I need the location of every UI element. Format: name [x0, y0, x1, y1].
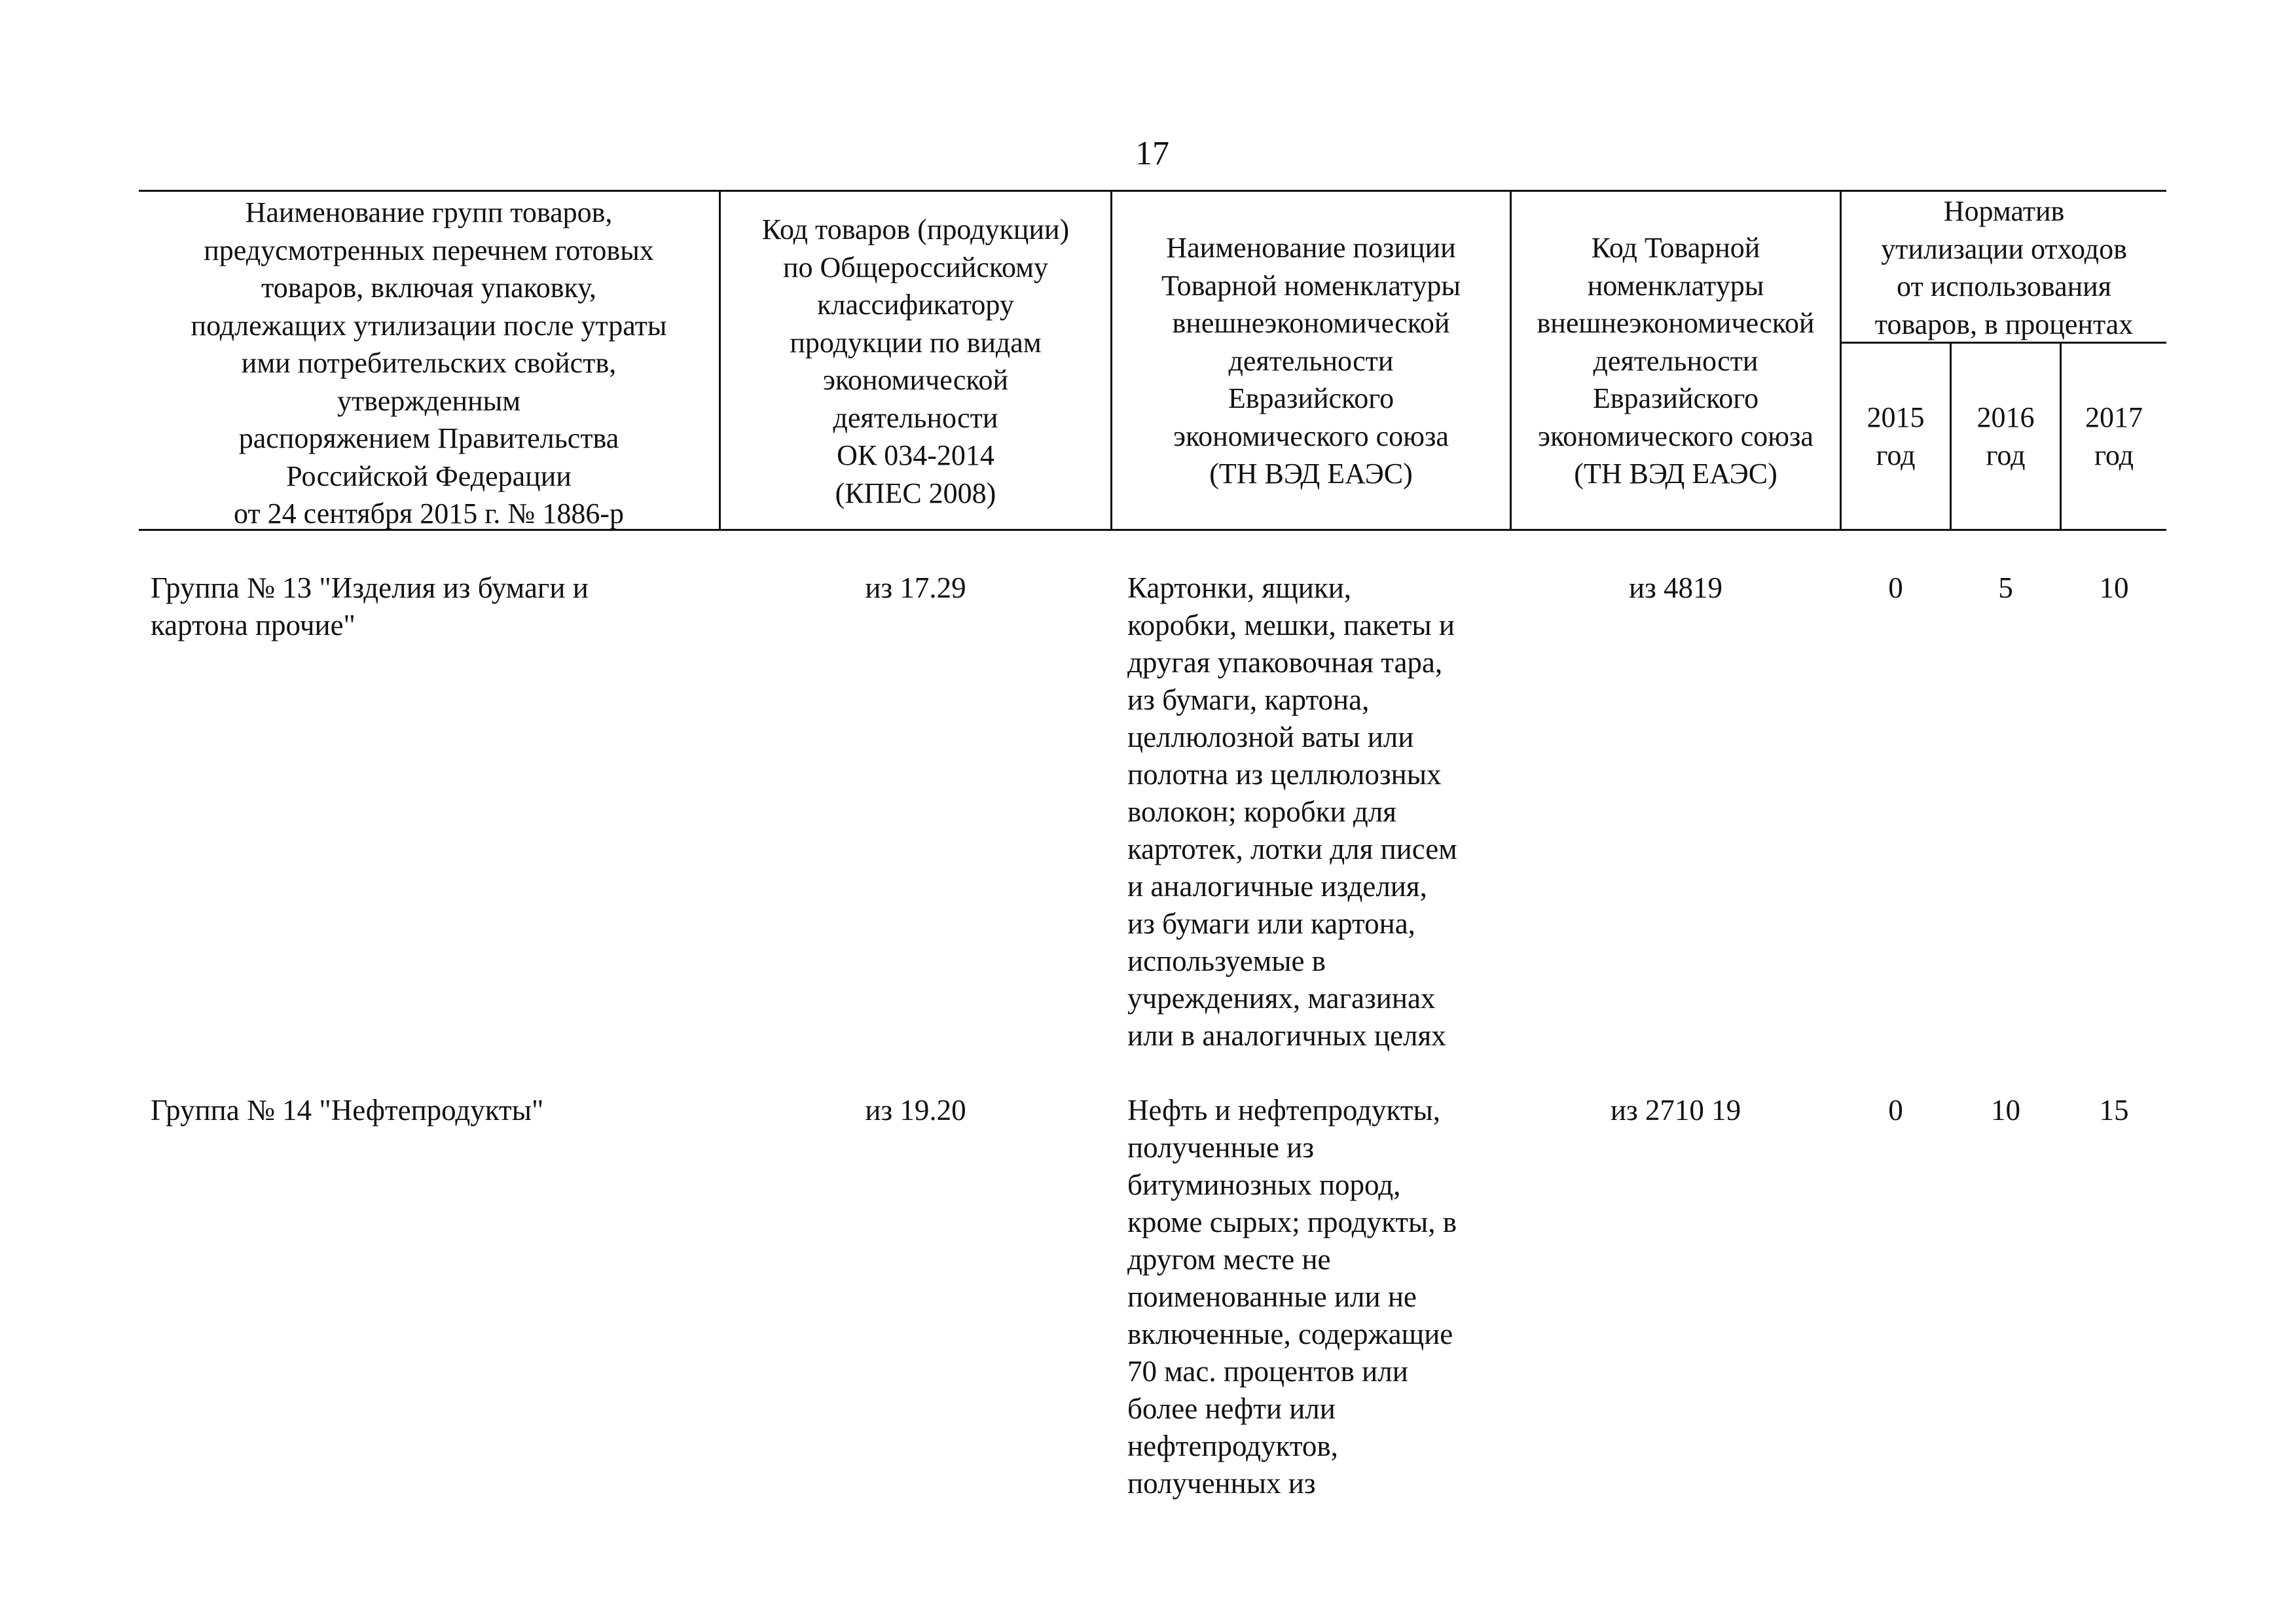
- row-position-name: Нефть и нефтепродукты, полученные из битуминозных пород, кроме сырых; продукты, в другом месте не поименованные или не включенные, содержащие 70 мас. процентов или более нефти или нефтепродуктов, полученных из: [1127, 1094, 1457, 1500]
- row-okpd-code: из 17.29: [865, 571, 966, 604]
- page-number: 17: [1135, 135, 1169, 172]
- row-tnved-code: из 4819: [1628, 571, 1723, 604]
- header-group-name: Наименование групп товаров, предусмотренных перечнем готовых товаров, включая упаковку, подлежащих утилизации после утраты ими потребительских свойств, утвержденным распоряжением Правительства Российской Федерации от 24 сентября 2015 г. № 1886-р: [191, 196, 667, 530]
- table-top-rule: [139, 190, 2166, 192]
- row-position-name: Картонки, ящики, коробки, мешки, пакеты и другая упаковочная тара, из бумаги, картона, целлюлозной ваты или полотна из целлюлозных волокон; коробки для картотек, лотки для писем и аналогичные изделия, из бумаги или картона, используемые в учреждениях, магазинах или в аналогичных целях: [1127, 571, 1457, 1052]
- row-group-name: Группа № 13 "Изделия из бумаги и картона прочие": [151, 571, 589, 641]
- row-norm-2016: 10: [1991, 1094, 2020, 1127]
- row-group-name: Группа № 14 "Нефтепродукты": [151, 1094, 544, 1127]
- row-norm-2015: 0: [1888, 1094, 1903, 1127]
- header-norm: Норматив утилизации отходов от использования товаров, в процентах: [1874, 195, 2134, 340]
- row-norm-2017: 10: [2099, 571, 2129, 604]
- header-tnved-position: Наименование позиции Товарной номенклатуры внешнеэкономической деятельности Евразийского экономического союза (ТН ВЭД ЕАЭС): [1161, 232, 1461, 490]
- header-year-2015: 2015 год: [1867, 401, 1925, 471]
- row-norm-2015: 0: [1888, 571, 1903, 604]
- row-norm-2016: 5: [1998, 571, 2013, 604]
- header-tnved-code: Код Товарной номенклатуры внешнеэкономической деятельности Евразийского экономического союза (ТН ВЭД ЕАЭС): [1537, 232, 1815, 490]
- row-norm-2017: 15: [2099, 1094, 2129, 1127]
- row-okpd-code: из 19.20: [865, 1094, 966, 1127]
- row-tnved-code: из 2710 19: [1610, 1094, 1741, 1127]
- header-okpd-code: Код товаров (продукции) по Общероссийскому классификатору продукции по видам экономической деятельности ОК 034-2014 (КПЕС 2008): [761, 213, 1070, 509]
- header-year-2017: 2017 год: [2085, 401, 2143, 471]
- header-year-2016: 2016 год: [1977, 401, 2035, 471]
